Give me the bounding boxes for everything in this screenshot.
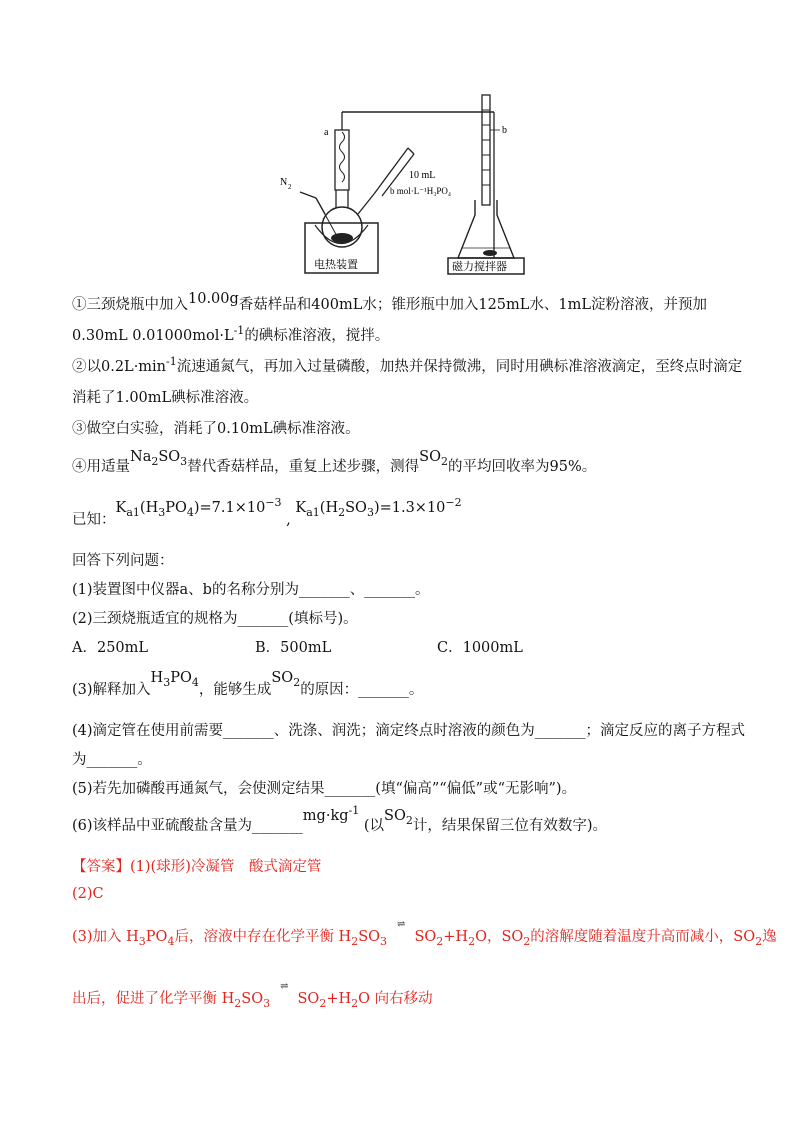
label-heater: 电热装置 — [314, 258, 358, 271]
step-1-line-2: 0.30mL $0.01000mol\cdot L^{-1}$的碘标准溶液，搅拌。 — [72, 324, 390, 344]
question-6: (6)该样品中亚硫酸盐含量为$\_\_\_\_\_\_\_mg\cdot kg^{-1}$ (以$SO_2$计，结果保留三位有效数字)。 — [72, 804, 607, 834]
label-n2-sub: 2 — [288, 183, 292, 191]
equilibrium-icon: ⇌ — [280, 981, 288, 992]
option-b: B．500mL — [255, 640, 332, 656]
questions-intro: 回答下列问题： — [72, 553, 174, 569]
answer-1: 【答案】(1)(球形)冷凝管 酸式滴定管 — [72, 859, 322, 875]
step-3: ③做空白实验，消耗了0.10mL碘标准溶液。 — [72, 421, 360, 437]
known-constants: 已知：$K_{a1}(H_3PO_4)=7.1\times 10^{-3}$ , $K_{a1}(H_2SO_3)=1.3\times 10^{-2}$ — [72, 496, 462, 528]
label-b: b — [502, 125, 507, 136]
apparatus-figure — [278, 90, 534, 275]
label-a: a — [324, 127, 329, 138]
question-2: (2)三颈烧瓶适宜的规格为_______(填标号)。 — [72, 611, 358, 627]
step-4: ④用适量$Na_2SO_3$替代香菇样品，重复上述步骤，测得$SO_2$的平均回收率为95%。 — [72, 449, 597, 475]
label-concentration: b mol·L⁻¹H₃PO₄ — [390, 186, 451, 196]
option-a: A．250mL — [72, 640, 149, 656]
answer-2: (2)C — [72, 886, 104, 902]
step-2-line-1: ②以$0.2L\cdot\min^{-1}$流速通氮气，再加入过量磷酸，加热并保持微沸，同时用碘标准溶液滴定，至终点时滴定 — [72, 355, 743, 375]
label-volume: 10 mL — [409, 170, 436, 181]
question-4-line-1: (4)滴定管在使用前需要_______、洗涤、润洗；滴定终点时溶液的颜色为_______；滴定反应的离子方程式 — [72, 723, 746, 739]
answer-3-line-2: 出后，促进了化学平衡 $H_2SO_3^\rightleftharpoons SO_2+H_2O$ 向右移动 — [72, 981, 433, 1010]
option-c: C．1000mL — [437, 640, 523, 656]
apparatus-diagram — [278, 90, 534, 275]
answer-3-line-1: (3)加入 $H_3PO_4$后，溶液中存在化学平衡 $H_2SO_3^\rightleftharpoons SO_2+H_2O$，$SO_2$的溶解度随着温度升高而减小，$SO_2$逸 — [72, 919, 777, 948]
step-2-line-2: 消耗了1.00mL碘标准溶液。 — [72, 390, 259, 406]
question-4-line-2: 为_______。 — [72, 752, 152, 768]
question-3: (3)解释加入$H_3PO_4$，能够生成$SO_2$的原因：_______。 — [72, 670, 424, 698]
step-1-line-1: ①三颈烧瓶中加入10.00g香菇样品和400mL水；锥形瓶中加入125mL水、1mL淀粉溶液，并预加 — [72, 291, 708, 313]
question-5: (5)若先加磷酸再通氮气，会使测定结果_______(填“偏高”“偏低”或“无影响”)。 — [72, 781, 577, 797]
label-n2: N — [280, 177, 288, 188]
equilibrium-icon: ⇌ — [397, 919, 405, 930]
label-stirrer: 磁力搅拌器 — [452, 260, 507, 273]
question-1: (1)装置图中仪器a、b的名称分别为_______、_______。 — [72, 582, 430, 598]
